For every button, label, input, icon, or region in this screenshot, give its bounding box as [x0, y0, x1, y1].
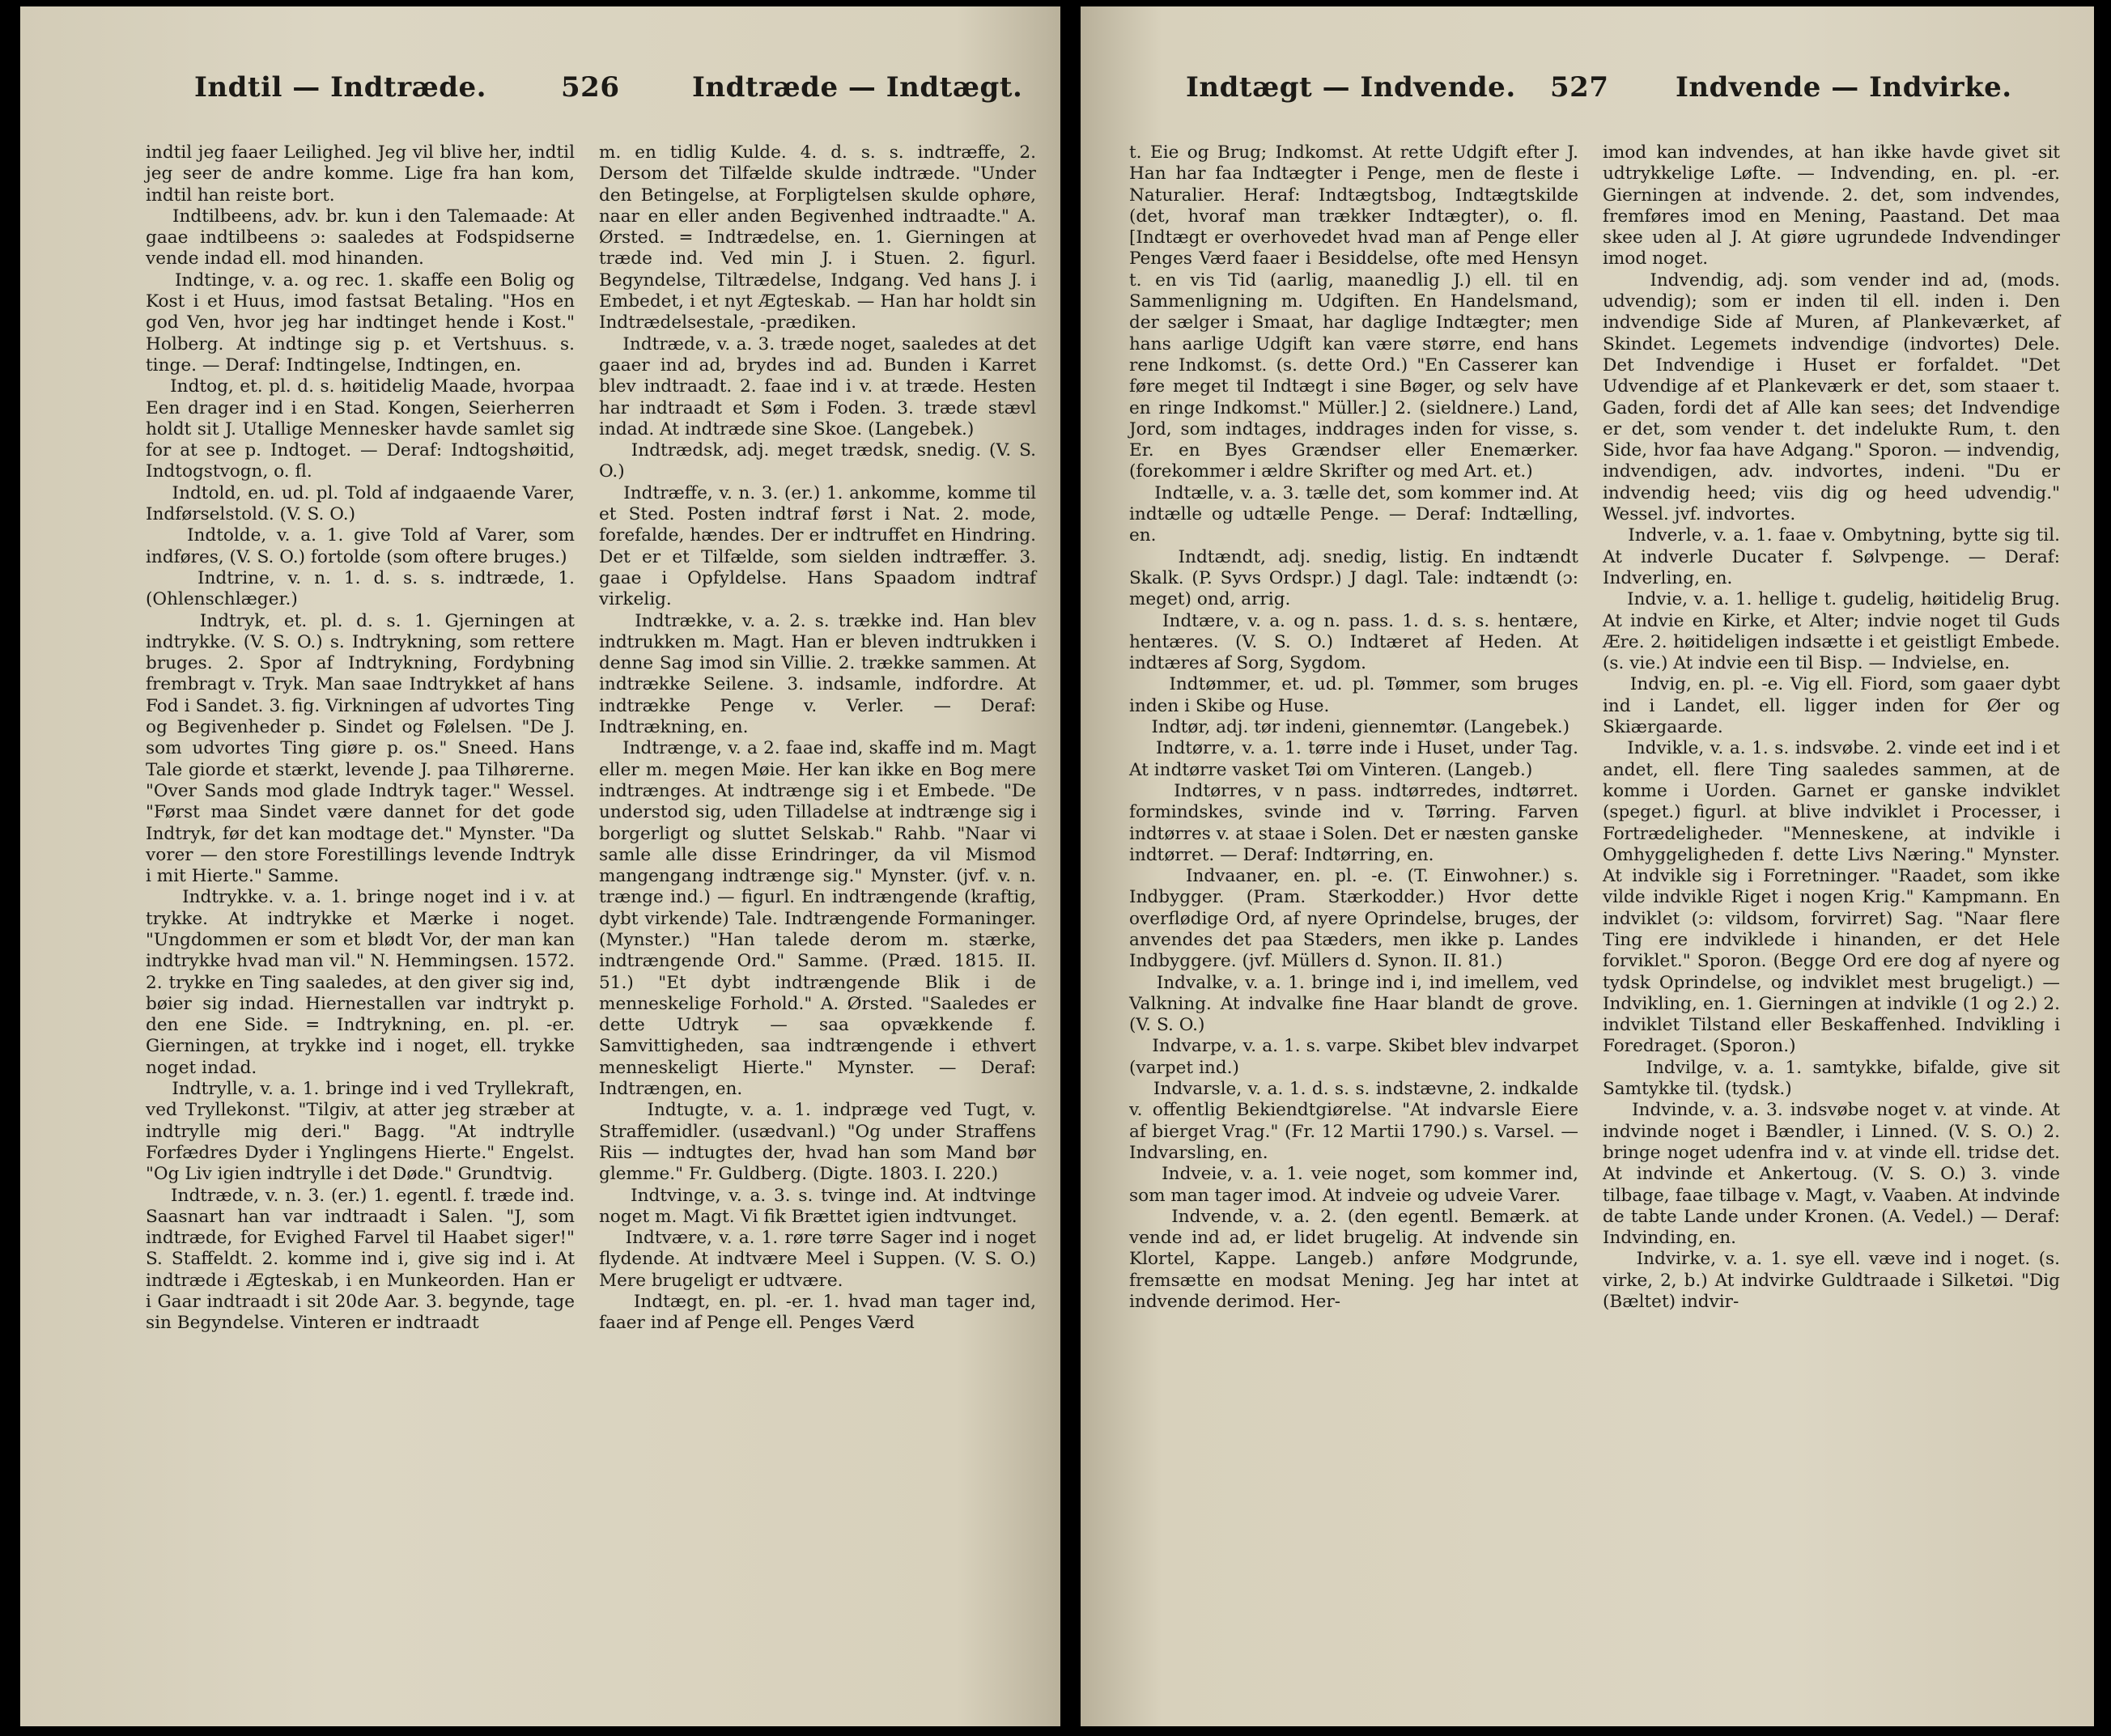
- dictionary-entry: Indvalke, v. a. 1. bringe ind i, ind imellem, ved Valkning. At indvalke fine Haar blandt de grove. (V. S. O.): [1129, 972, 1584, 1036]
- right-column-a: [1129, 142, 1584, 1313]
- dictionary-entry: Indtog, et. pl. d. s. høitidelig Maade, hvorpaa Een drager ind i en Stad. Kongen, Seierherren holdt sit J. Utallige Mennesker havde samlet sig for at see p. Indtoget. — Deraf: Indtogshøitid, Indtogstvogn, o. fl.: [146, 376, 580, 482]
- dictionary-entry: Indvinde, v. a. 3. indsvøbe noget v. at vinde. At indvinde noget i Bændler, i Linned. (V. S. O.) 2. bringe noget udenfra ind v. at vinde ell. tridse det. At indvinde et Ankertoug. (V. S. O.) 3. vinde tilbage, faae tilbage v. Magt, v. Vaaben. At indvinde de tabte Lande under Kronen. (A. Vedel.) — Deraf: Indvinding, en.: [1603, 1100, 2066, 1249]
- dictionary-entry: Indvaaner, en. pl. -e. (T. Einwohner.) s. Indbygger. (Pram. Stærkodder.) Hvor dette overflødige Ord, af nyere Oprindelse, bruges, der anvendes det paa Stæders, men ikke p. Landes Indbyggere. (jvf. Müllers d. Synon. II. 81.): [1129, 866, 1584, 972]
- dictionary-entry: Indtære, v. a. og n. pass. 1. d. s. s. hentære, hentæres. (V. S. O.) Indtæret af Heden. At indtæres af Sorg, Sygdom.: [1129, 610, 1584, 674]
- dictionary-entry: Indtræde, v. n. 3. (er.) 1. egentl. f. træde ind. Saasnart han var indtraadt i Salen. "J, som indtræde, for Evighed Farvel til Haabet siger!" S. Staffeldt. 2. komme ind i, give sig ind i. At indtræde i Ægteskab, i en Munkeorden. Han er i Gaar indtraadt i sit 20de Aar. 3. begynde, tage sin Begyndelse. Vinteren er indtraadt: [146, 1185, 580, 1334]
- dictionary-entry: Indvarsle, v. a. 1. d. s. s. indstævne, 2. indkalde v. offentlig Bekiendtgiørelse. "At indvarsle Eiere af bierget Vrag." (Fr. 12 Martii 1790.) s. Varsel. — Indvarsling, en.: [1129, 1079, 1584, 1163]
- dictionary-entry: Indverle, v. a. 1. faae v. Ombytning, bytte sig til. At indverle Ducater f. Sølvpenge. — Deraf: Indverling, en.: [1603, 525, 2066, 588]
- left-column-b: [599, 142, 1042, 1335]
- left-header-right: Indtræde — Indtægt.: [692, 71, 1023, 104]
- dictionary-entry: Indtørre, v. a. 1. tørre inde i Huset, under Tag. At indtørre vasket Tøi om Vinteren. (Langeb.): [1129, 738, 1584, 780]
- dictionary-entry: Indtryk, et. pl. d. s. 1. Gjerningen at indtrykke. (V. S. O.) s. Indtrykning, som rettere bruges. 2. Spor af Indtrykning, Fordybning frembragt v. Tryk. Man saae Indtrykket af hans Fod i Sandet. 3. fig. Virkningen af udvortes Ting og Begivenheder p. Sindet og Følelsen. "De J. som udvortes Ting giøre p. os." Sneed. Hans Tale giorde et stærkt, levende J. paa Tilhørerne. "Over Sands mod glade Indtryk tager." Wessel. "Først maa Sindet være dannet for det gode Indtryk, før det kan modtage det." Mynster. "Da vorer — den store Forestillings levende Indtryk i mit Hierte." Samme.: [146, 610, 580, 887]
- dictionary-entry: Indtægt, en. pl. -er. 1. hvad man tager ind, faaer ind af Penge ell. Penges Værd: [599, 1292, 1042, 1334]
- left-column-a: [146, 142, 580, 1335]
- dictionary-entry: Indvendig, adj. som vender ind ad, (mods. udvendig); som er inden til ell. inden i. Den indvendige Side af Muren, af Plankeværket, af Skindet. Legemets indvendige (indvortes) Dele. Det Indvendige i Huset er forfaldet. "Det Udvendige af et Plankeværk er det, som staaer t. Gaden, fordi det af Alle kan sees; det Indvendige er det, som vender t. det indelukte Rum, t. den Side, hvor faa have Adgang." Sporon. — indvendig, indvendigen, adv. indvortes, indeni. "Du er indvendig heed; viis dig og heed udvendig." Wessel. jvf. indvortes.: [1603, 270, 2066, 525]
- dictionary-entry: Indtømmer, et. ud. pl. Tømmer, som bruges inden i Skibe og Huse.: [1129, 674, 1584, 716]
- dictionary-entry: Indvarpe, v. a. 1. s. varpe. Skibet blev indvarpet (varpet ind.): [1129, 1036, 1584, 1078]
- right-column-b: [1603, 142, 2066, 1313]
- dictionary-entry: Indtrænge, v. a 2. faae ind, skaffe ind m. Magt eller m. megen Møie. Her kan ikke en Bog mere indtrænges. At indtrænge sig i et Embede. "De understod sig, uden Tilladelse at indtrænge sig i borgerligt og sluttet Selskab." Rahb. "Naar vi samle alle disse Erindringer, da vil Mismod mangengang indtrænge sig." Mynster. (jvf. v. n. trænge ind.) — figurl. En indtrængende (kraftig, dybt virkende) Tale. Indtrængende Formaninger. (Mynster.) "Han talede derom m. stærke, indtrængende Ord." Samme. (Præd. 1815. II. 51.) "Et dybt indtrængende Blik i de menneskelige Forhold." A. Ørsted. "Saaledes er dette Udtryk — saa opvækkende f. Samvittigheden, saa indtrængende i ethvert menneskeligt Hierte." Mynster. — Deraf: Indtrængen, en.: [599, 738, 1042, 1100]
- left-page-number: 526: [561, 71, 620, 104]
- dictionary-entry: Indtrylle, v. a. 1. bringe ind i ved Tryllekraft, ved Tryllekonst. "Tilgiv, at atter jeg stræber at indtrylle mig deri." Bagg. "At indtrylle Forfædres Dyder i Ynglingens Hierte." Engelst. "Og Liv igien indtrylle i det Døde." Grundtvig.: [146, 1079, 580, 1185]
- dictionary-entry: Indtræffe, v. n. 3. (er.) 1. ankomme, komme til et Sted. Posten indtraf først i Nat. 2. mode, forefalde, hændes. Der er indtruffet en Hindring. Det er et Tilfælde, som sielden indtræffer. 3. gaae i Opfyldelse. Hans Spaadom indtraf virkelig.: [599, 482, 1042, 610]
- dictionary-entry: Indtold, en. ud. pl. Told af indgaaende Varer, Indførselstold. (V. S. O.): [146, 482, 580, 525]
- right-header-right: Indvende — Indvirke.: [1676, 71, 2012, 104]
- dictionary-entry: indtil jeg faaer Leilighed. Jeg vil blive her, indtil jeg seer de andre komme. Lige fra han kom, indtil han reiste bort.: [146, 142, 580, 206]
- dictionary-entry: Indtinge, v. a. og rec. 1. skaffe een Bolig og Kost i et Huus, imod fastsat Betaling. "Hos en god Ven, hvor jeg har indtinget hende i Kost." Holberg. At indtinge sig p. et Vertshuus. s. tinge. — Deraf: Indtingelse, Indtingen, en.: [146, 270, 580, 376]
- dictionary-entry: Indtugte, v. a. 1. indpræge ved Tugt, v. Straffemidler. (usædvanl.) "Og under Straffens Riis — indtugtes der, hvad han som Mand bør glemme." Fr. Guldberg. (Digte. 1803. I. 220.): [599, 1100, 1042, 1185]
- right-header-left: Indtægt — Indvende.: [1186, 71, 1516, 104]
- left-header-left: Indtil — Indtræde.: [194, 71, 487, 104]
- dictionary-entry: Indvikle, v. a. 1. s. indsvøbe. 2. vinde eet ind i et andet, ell. flere Ting saaledes sammen, at de komme i Uorden. Garnet er ganske indviklet (speget.) figurl. at blive indviklet i Processer, i Fortrædeligheder. "Menneskene, at indvikle i Omhyggeligheden f. dette Livs Næring." Mynster. At indvikle sig i Forretninger. "Raadet, som ikke vilde indvikle Riget i nogen Krig." Kampmann. En indviklet (ɔ: vildsom, forvirret) Sag. "Naar flere Ting ere indviklede i hinanden, er det Hele forviklet." Sporon. (Begge Ord ere dog af nyere og tydsk Oprindelse, og indviklet mest brugeligt.) — Indvikling, en. 1. Gierningen at indvikle (1 og 2.) 2. indviklet Tilstand eller Beskaffenhed. Indvikling i Foredraget. (Sporon.): [1603, 738, 2066, 1057]
- dictionary-entry: Indtvære, v. a. 1. røre tørre Sager ind i noget flydende. At indtvære Meel i Suppen. (V. S. O.) Mere brugeligt er udtvære.: [599, 1228, 1042, 1291]
- dictionary-entry: Indtændt, adj. snedig, listig. En indtændt Skalk. (P. Syvs Ordspr.) J dagl. Tale: indtændt (ɔ: meget) ond, arrig.: [1129, 546, 1584, 610]
- dictionary-entry: Indtrykke. v. a. 1. bringe noget ind i v. at trykke. At indtrykke et Mærke i noget. "Ungdommen er som et blødt Vor, der man kan indtrykke hvad man vil." N. Hemmingsen. 1572. 2. trykke en Ting saaledes, at den giver sig ind, bøier sig indad. Hiernestallen var indtrykt p. den ene Side. = Indtrykning, en. pl. -er. Gierningen, at trykke ind i noget, ell. trykke noget indad.: [146, 887, 580, 1078]
- left-page: [20, 6, 1060, 1726]
- dictionary-entry: Indtolde, v. a. 1. give Told af Varer, som indføres, (V. S. O.) fortolde (som oftere bruges.): [146, 525, 580, 567]
- dictionary-entry: Indtræde, v. a. 3. træde noget, saaledes at det gaaer ind ad, brydes ind ad. Bunden i Karret blev indtraadt. 2. faae ind i v. at træde. Hesten har indtraadt et Søm i Foden. 3. træde stævl indad. At indtræde sine Skoe. (Langebek.): [599, 333, 1042, 439]
- dictionary-entry: m. en tidlig Kulde. 4. d. s. s. indtræffe, 2. Dersom det Tilfælde skulde indtræde. "Under den Betingelse, at Forpligtelsen skulde ophøre, naar en eller anden Begivenhed indtraadte." A. Ørsted. = Indtrædelse, en. 1. Gierningen at træde ind. Ved min J. i Stuen. 2. figurl. Begyndelse, Tiltrædelse, Indgang. Ved hans J. i Embedet, i et nyt Ægteskab. — Han har holdt sin Indtrædelsestale, -prædiken.: [599, 142, 1042, 333]
- dictionary-entry: Indtrædsk, adj. meget trædsk, snedig. (V. S. O.): [599, 440, 1042, 482]
- dictionary-entry: Indvilge, v. a. 1. samtykke, bifalde, give sit Samtykke til. (tydsk.): [1603, 1057, 2066, 1100]
- dictionary-entry: Indtilbeens, adv. br. kun i den Talemaade: At gaae indtilbeens ɔ: saaledes at Fodspidserne vende indad ell. mod hinanden.: [146, 206, 580, 270]
- dictionary-entry: Indvie, v. a. 1. hellige t. gudelig, høitidelig Brug. At indvie en Kirke, et Alter; indvie noget til Guds Ære. 2. høitideligen indsætte i et geistligt Embede. (s. vie.) At indvie een til Bisp. — Indvielse, en.: [1603, 589, 2066, 674]
- right-page-header: [1081, 71, 2094, 120]
- dictionary-entry: Indvende, v. a. 2. (den egentl. Bemærk. at vende ind ad, er lidet brugelig. At indvende sin Klortel, Kappe. Langeb.) anføre Modgrunde, fremsætte en modsat Mening. Jeg har intet at indvende derimod. Her-: [1129, 1206, 1584, 1313]
- dictionary-entry: Indveie, v. a. 1. veie noget, som kommer ind, som man tager imod. At indveie og udveie Varer.: [1129, 1164, 1584, 1206]
- dictionary-entry: t. Eie og Brug; Indkomst. At rette Udgift efter J. Han har faa Indtægter i Penge, men de fleste i Naturalier. Heraf: Indtægtsbog, Indtægtskilde (det, hvoraf man trækker Indtægter), o. fl. [Indtægt er overhovedet hvad man af Penge eller Penges Værd faaer i Besiddelse, ofte med Hensyn t. en vis Tid (aarlig, maanedlig J.) ell. til en Sammenligning m. Udgiften. En Handelsmand, der sælger i Smaat, har daglige Indtægter; men hans aarlige Udgift kan være større, end hans rene Indkomst. (s. dette Ord.) "En Casserer kan føre meget til Indtægt i sine Bøger, og selv have en ringe Indkomst." Müller.] 2. (sieldnere.) Land, Jord, som indtages, inddrages inden for visse, s. Er. en Byes Grændser eller Enemærker. (forekommer i ældre Skrifter og med Art. et.): [1129, 142, 1584, 482]
- dictionary-entry: Indtørres, v n pass. indtørredes, indtørret. formindskes, svinde ind v. Tørring. Farven indtørres v. at staae i Solen. Det er næsten ganske indtørret. — Deraf: Indtørring, en.: [1129, 780, 1584, 865]
- dictionary-entry: Indvirke, v. a. 1. sye ell. væve ind i noget. (s. virke, 2, b.) At indvirke Guldtraade i Silketøi. "Dig (Bæltet) indvir-: [1603, 1249, 2066, 1313]
- dictionary-entry: Indtvinge, v. a. 3. s. tvinge ind. At indtvinge noget m. Magt. Vi fik Brættet igien indtvunget.: [599, 1185, 1042, 1227]
- left-page-header: [20, 71, 1060, 120]
- dictionary-entry: Indtør, adj. tør indeni, giennemtør. (Langebek.): [1129, 717, 1570, 738]
- dictionary-entry: Indvig, en. pl. -e. Vig ell. Fiord, som gaaer dybt ind i Landet, ell. ligger inden for Øer og Skiærgaarde.: [1603, 674, 2066, 738]
- dictionary-entry: Indtrine, v. n. 1. d. s. s. indtræde, 1. (Ohlenschlæger.): [146, 567, 580, 610]
- right-page-number: 527: [1550, 71, 1609, 104]
- dictionary-entry: Indtælle, v. a. 3. tælle det, som kommer ind. At indtælle og udtælle Penge. — Deraf: Indtælling, en.: [1129, 482, 1584, 546]
- dictionary-entry: Indtrække, v. a. 2. s. trække ind. Han blev indtrukken m. Magt. Han er bleven indtrukken i denne Sag imod sin Villie. 2. trække sammen. At indtrække Seilene. 3. indsamle, indfordre. At indtrække Penge v. Verler. — Deraf: Indtrækning, en.: [599, 610, 1042, 738]
- dictionary-entry: imod kan indvendes, at han ikke havde givet sit udtrykkelige Løfte. — Indvending, en. pl. -er. Gierningen at indvende. 2. det, som indvendes, fremføres imod en Mening, Paastand. Det maa skee uden al J. At giøre ugrundede Indvendinger imod noget.: [1603, 142, 2066, 270]
- right-page: [1081, 6, 2094, 1726]
